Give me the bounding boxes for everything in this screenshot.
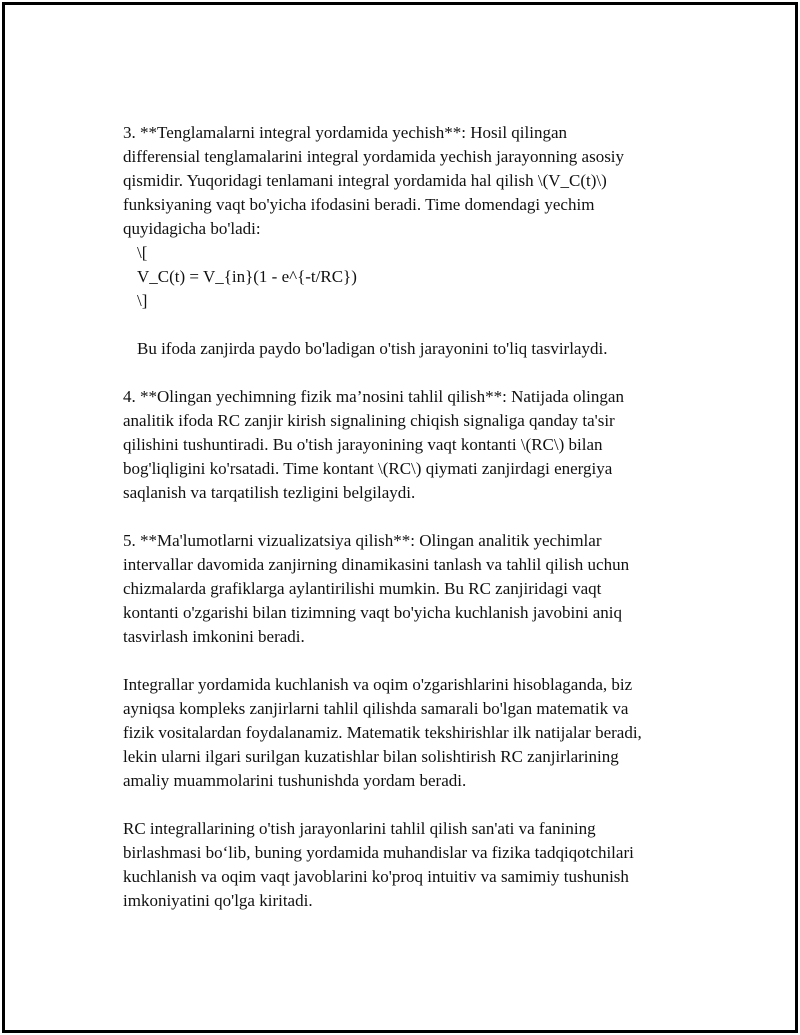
paragraph-integrals: Integrallar yordamida kuchlanish va oqim o'zgarishlarini hisoblaganda, biz ayniqsa kompleks zanjirlarni tahlil qilishda samarali bo'lgan matematik va fizik vositalardan foydalanamiz. Matematik tekshirishlar ilk natijalar beradi, lekin ularni ilgari surilgan kuzatishlar bilan solishtirish RC zanjirlarining amaliy muammolarini tushunishda yordam beradi. — [123, 675, 642, 790]
spacer — [123, 505, 693, 529]
document-body — [123, 121, 693, 913]
paragraph-step-4: 4. **Olingan yechimning fizik ma’nosini tahlil qilish**: Natijada olingan analitik ifoda RC zanjir kirish signalining chiqish signaliga qanday ta'sir qilishini tushuntiradi. Bu o'tish jarayonining vaqt kontanti \(RC\) bilan bog'liqligini ko'rsatadi. Time kontant \(RC\) qiymati zanjirdagi energiya saqlanish va tarqatilish tezligini belgilaydi. — [123, 387, 624, 502]
spacer — [123, 649, 693, 673]
paragraph-step-5: 5. **Ma'lumotlarni vizualizatsiya qilish**: Olingan analitik yechimlar intervallar davomida zanjirning dinamikasini tanlash va tahlil qilish uchun chizmalarda grafiklarga aylantirilishi mumkin. Bu RC zanjiridagi vaqt kontanti o'zgarishi bilan tizimning vaqt bo'yicha kuchlanish javobini aniq tasvirlash imkonini beradi. — [123, 531, 630, 646]
spacer — [123, 361, 693, 385]
page-frame — [2, 2, 798, 1033]
spacer — [123, 793, 693, 817]
paragraph-formula-note: Bu ifoda zanjirda paydo bo'ladigan o'tish jarayonini to'liq tasvirlaydi. — [137, 339, 608, 358]
formula-block: \[ V_C(t) = V_{in}(1 - e^{-t/RC}) \] — [137, 243, 357, 310]
paragraph-step-3: 3. **Tenglamalarni integral yordamida yechish**: Hosil qilingan differensial tenglamalarini integral yordamida yechish jarayonning asosiy qismidir. Yuqoridagi tenlamani integral yordamida hal qilish \(V_C(t)\) funksiyaning vaqt bo'yicha ifodasini beradi. Time domendagi yechim quyidagicha bo'ladi: — [123, 123, 625, 238]
spacer — [123, 313, 693, 337]
paragraph-conclusion: RC integrallarining o'tish jarayonlarini tahlil qilish san'ati va fanining birlashmasi bo‘lib, buning yordamida muhandislar va fizika tadqiqotchilari kuchlanish va oqim vaqt javoblarini ko'proq intuitiv va samimiy tushunish imkoniyatini qo'lga kiritadi. — [123, 819, 634, 910]
